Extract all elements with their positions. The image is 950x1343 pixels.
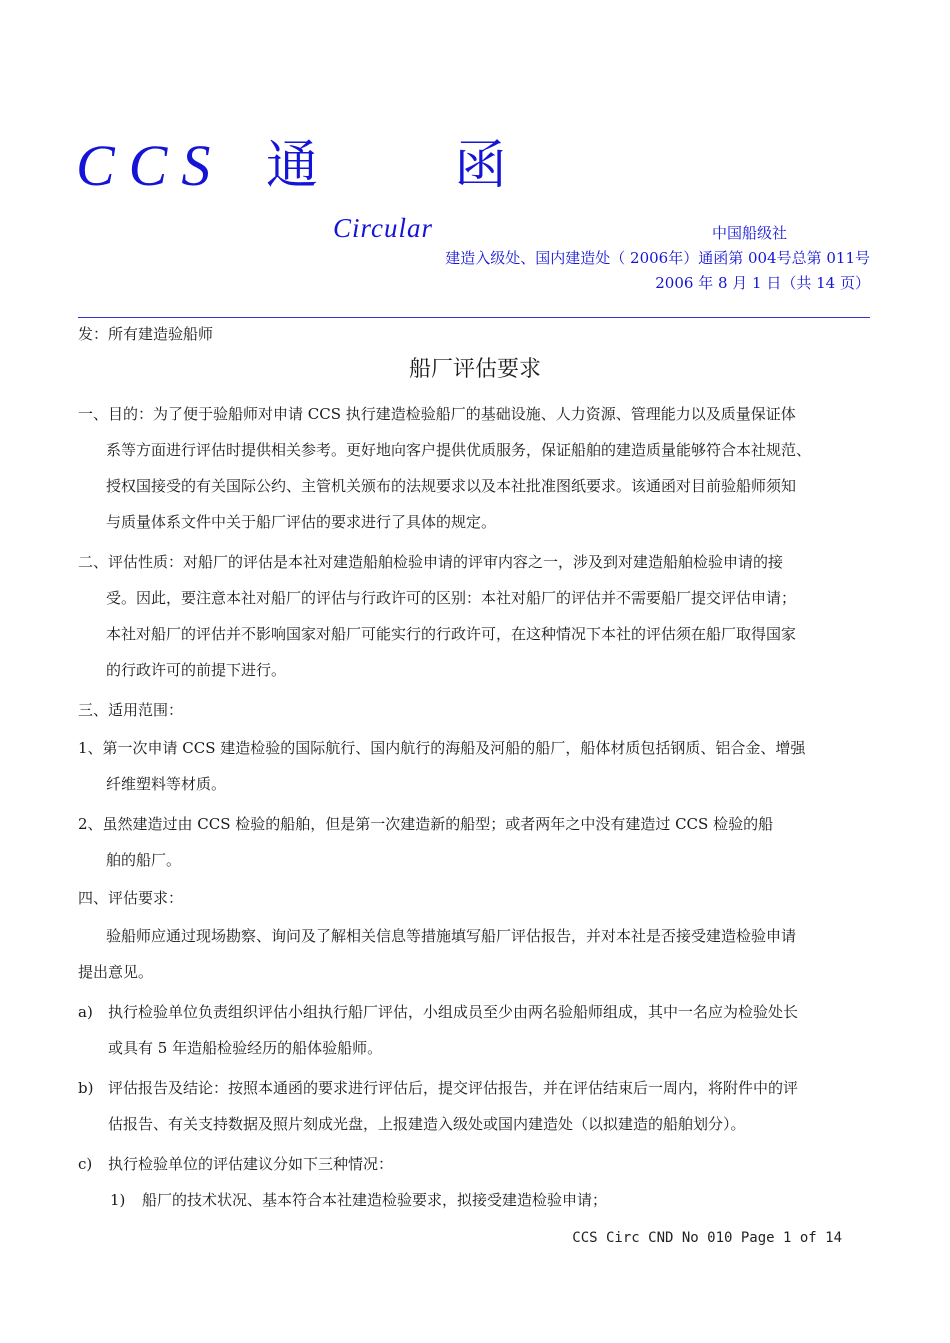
item-b-text: 评估报告及结论：按照本通函的要求进行评估后，提交评估报告，并在评估结束后一周内，将附件中的评 (108, 1079, 799, 1097)
item-b-text: 估报告、有关支持数据及照片刻成光盘，上报建造入级处或国内建造处（以拟建造的船舶划分）。 (108, 1115, 746, 1133)
header-divider (78, 317, 870, 318)
recipient-line: 发：所有建造验船师 (78, 325, 214, 343)
section-2-line: 二、评估性质：对船厂的评估是本社对建造船舶检验申请的评审内容之一，涉及到对建造船舶检验申请的接 (78, 553, 784, 571)
section-4-intro: 提出意见。 (78, 963, 154, 981)
section-2-line: 本社对船厂的评估并不影响国家对船厂可能实行的行政许可，在这种情况下本社的评估须在船厂取得国家 (106, 625, 797, 643)
item-a-text: 或具有 5 年造船检验经历的船体验船师。 (108, 1039, 383, 1057)
item-b-label: b) (78, 1079, 94, 1097)
item-a-label: a) (78, 1003, 93, 1021)
item-c-text: 执行检验单位的评估建议分如下三种情况： (108, 1155, 394, 1173)
section-1-line: 授权国接受的有关国际公约、主管机关颁布的法规要求以及本社批准图纸要求。该通函对目前验船师须知 (106, 477, 797, 495)
section-1-line: 与质量体系文件中关于船厂评估的要求进行了具体的规定。 (106, 513, 497, 531)
section-2-line: 的行政许可的前提下进行。 (106, 661, 287, 679)
circular-reference: 建造入级处、国内建造处（ 2006年）通函第 004号总第 011号 (445, 249, 870, 267)
section-4-heading: 四、评估要求： (78, 889, 184, 907)
section-3-item-1: 纤维塑料等材质。 (106, 775, 227, 793)
item-a-text: 执行检验单位负责组织评估小组执行船厂评估，小组成员至少由两名验船师组成，其中一名应为检验处长 (108, 1003, 799, 1021)
section-3-item-2: 舶的船厂。 (106, 851, 182, 869)
logo-title-cn: 通 函 (266, 136, 567, 196)
page-footer: CCS Circ CND No 010 Page 1 of 14 (572, 1230, 842, 1246)
circular-date: 2006 年 8 月 1 日（共 14 页） (655, 274, 870, 292)
organization-name: 中国船级社 (712, 224, 788, 242)
section-3-heading: 三、适用范围： (78, 701, 184, 719)
item-c1-label: 1) (110, 1191, 126, 1209)
logo-ccs: CCS (76, 133, 225, 198)
section-2-line: 受。因此，要注意本社对船厂的评估与行政许可的区别：本社对船厂的评估并不需要船厂提交评估申请； (106, 589, 797, 607)
section-3-item-1: 1、第一次申请 CCS 建造检验的国际航行、国内航行的海船及河船的船厂，船体材质包括钢质、铝合金、增强 (78, 739, 806, 757)
item-c-label: c) (78, 1155, 93, 1173)
section-3-item-2: 2、虽然建造过由 CCS 检验的船舶，但是第一次建造新的船型；或者两年之中没有建造过 CCS 检验的船 (78, 815, 774, 833)
section-4-intro: 验船师应通过现场勘察、询问及了解相关信息等措施填写船厂评估报告，并对本社是否接受建造检验申请 (106, 927, 797, 945)
section-1-line: 一、目的：为了便于验船师对申请 CCS 执行建造检验船厂的基础设施、人力资源、管理能力以及质量保证体 (78, 405, 796, 423)
item-c1-text: 船厂的技术状况、基本符合本社建造检验要求，拟接受建造检验申请； (142, 1191, 608, 1209)
document-title: 船厂评估要求 (408, 357, 541, 382)
section-1-line: 系等方面进行评估时提供相关参考。更好地向客户提供优质服务，保证船舶的建造质量能够符合本社规范、 (106, 441, 812, 459)
circular-label: Circular (333, 213, 434, 243)
